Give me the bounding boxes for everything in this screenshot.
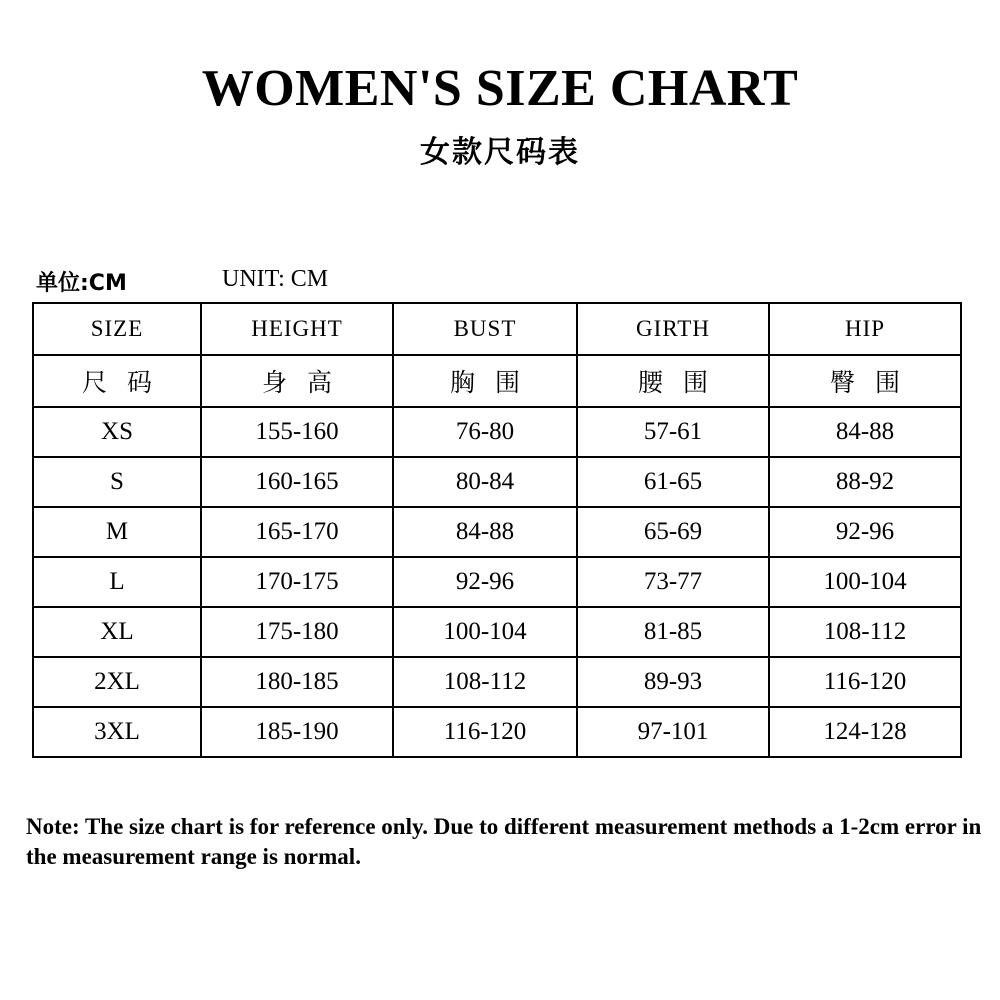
cell-bust: 100-104 [393,607,577,657]
disclaimer-note: Note: The size chart is for reference only. Due to different measurement methods a 1-2cm error in the measurement range is normal. [26,814,982,870]
cell-girth: 65-69 [577,507,769,557]
unit-label-chinese: 单位:CM [36,271,127,296]
cell-size: S [33,457,201,507]
table-row [33,557,961,607]
cell-hip: 100-104 [769,557,961,607]
table-row [33,607,961,657]
cell-girth: 61-65 [577,457,769,507]
title-block [0,0,1000,171]
cell-height: 165-170 [201,507,393,557]
cell-size: L [33,557,201,607]
cell-hip: 92-96 [769,507,961,557]
header-girth-en: GIRTH [577,303,769,355]
header-girth-cn: 腰 围 [577,355,769,407]
cell-hip: 84-88 [769,407,961,457]
header-height-en: HEIGHT [201,303,393,355]
cell-height: 160-165 [201,457,393,507]
cell-hip: 108-112 [769,607,961,657]
cell-height: 155-160 [201,407,393,457]
table-row [33,457,961,507]
cell-size: M [33,507,201,557]
table-row [33,507,961,557]
size-chart-table [32,302,962,758]
cell-height: 175-180 [201,607,393,657]
header-size-en: SIZE [33,303,201,355]
header-hip-cn: 臀 围 [769,355,961,407]
header-bust-en: BUST [393,303,577,355]
cell-hip: 116-120 [769,657,961,707]
unit-row [36,266,966,296]
page-subtitle: 女款尺码表 [420,134,580,170]
table-row [33,407,961,457]
cell-size: 2XL [33,657,201,707]
header-size-cn: 尺 码 [33,355,201,407]
cell-bust: 80-84 [393,457,577,507]
header-bust-cn: 胸 围 [393,355,577,407]
cell-girth: 57-61 [577,407,769,457]
cell-hip: 88-92 [769,457,961,507]
cell-height: 185-190 [201,707,393,757]
table-header-row-chinese [33,355,961,407]
cell-height: 180-185 [201,657,393,707]
cell-bust: 84-88 [393,507,577,557]
cell-bust: 116-120 [393,707,577,757]
table-header-row-english [33,303,961,355]
cell-height: 170-175 [201,557,393,607]
cell-bust: 76-80 [393,407,577,457]
cell-hip: 124-128 [769,707,961,757]
page-title: WOMEN'S SIZE CHART [201,60,799,117]
header-height-cn: 身 高 [201,355,393,407]
cell-size: 3XL [33,707,201,757]
cell-size: XL [33,607,201,657]
unit-label-english: UNIT: CM [222,266,329,292]
cell-bust: 108-112 [393,657,577,707]
cell-girth: 97-101 [577,707,769,757]
table-row [33,657,961,707]
cell-girth: 73-77 [577,557,769,607]
table-row [33,707,961,757]
cell-girth: 81-85 [577,607,769,657]
cell-size: XS [33,407,201,457]
cell-bust: 92-96 [393,557,577,607]
header-hip-en: HIP [769,303,961,355]
cell-girth: 89-93 [577,657,769,707]
